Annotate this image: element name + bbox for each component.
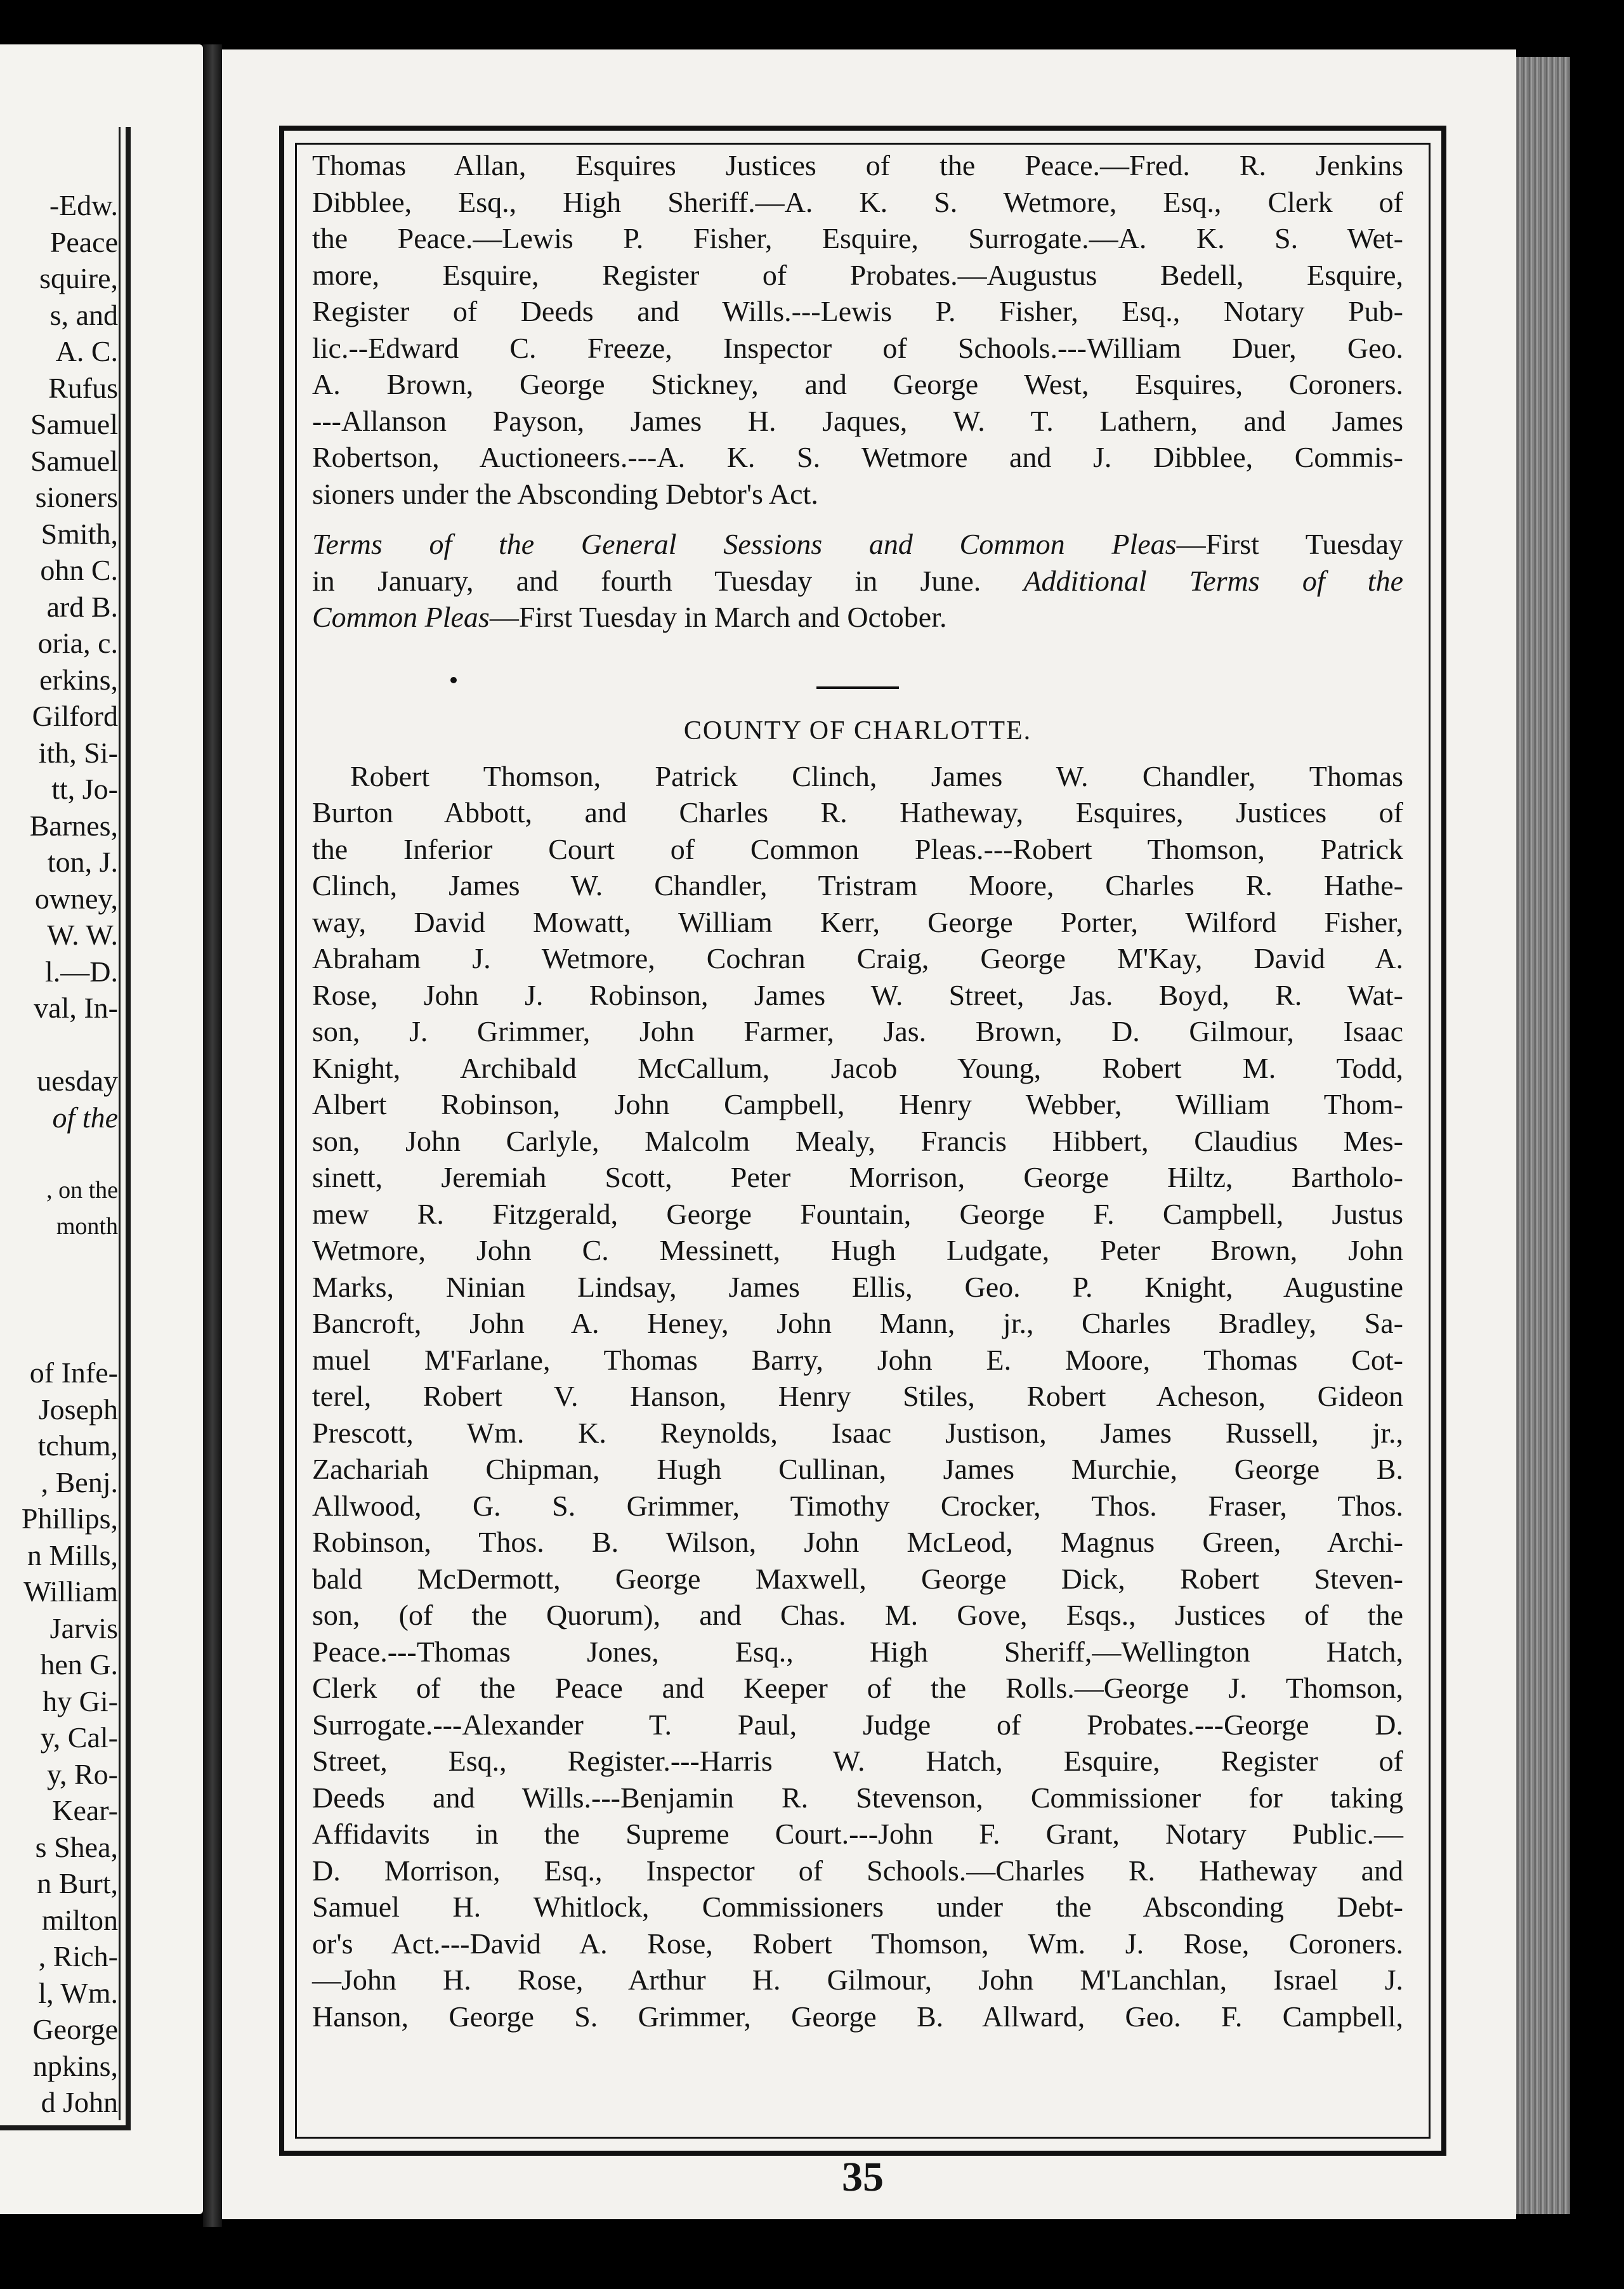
left-page-line: d John <box>41 2086 118 2118</box>
left-page-line: squire, <box>39 262 118 294</box>
officials-paragraph <box>312 147 1403 512</box>
left-page-line: Samuel <box>30 408 118 440</box>
terms-text: —First Tuesday in March and October. <box>489 601 947 633</box>
left-page-line: uesday <box>37 1065 118 1097</box>
county-paragraph <box>312 758 1403 2035</box>
left-page-line: month <box>56 1213 118 1240</box>
left-page-line: tt, Jo- <box>51 773 118 805</box>
left-page-line: n Mills, <box>27 1538 118 1571</box>
left-page-line: ard B. <box>46 590 118 623</box>
book-gutter <box>203 44 222 2227</box>
text-line: Zachariah Chipman, Hugh Cullinan, James Murchie, George B. <box>312 1453 1403 1485</box>
left-page <box>0 44 203 2214</box>
text-line: Peace.---Thomas Jones, Esq., High Sheriff,—Wellington Hatch, <box>312 1635 1403 1668</box>
left-page-line: l.—D. <box>45 955 118 988</box>
left-page-line: Joseph <box>38 1393 118 1426</box>
text-line: the Inferior Court of Common Pleas.---Robert Thomson, Patrick <box>312 832 1403 865</box>
left-page-line: of Infe- <box>29 1356 118 1389</box>
text-line: A. Brown, George Stickney, and George West, Esquires, Coroners. <box>312 368 1403 400</box>
left-page-line: npkins, <box>32 2049 118 2082</box>
left-page-line: of the <box>52 1101 118 1134</box>
text-line: sinett, Jeremiah Scott, Peter Morrison, George Hiltz, Bartholo- <box>312 1161 1403 1193</box>
left-page-line: s Shea, <box>35 1830 118 1863</box>
terms-paragraph <box>312 526 1403 636</box>
text-line: son, J. Grimmer, John Farmer, Jas. Brown, D. Gilmour, Isaac <box>312 1015 1403 1047</box>
left-page-line: Kear- <box>52 1794 118 1827</box>
text-line: sioners under the Absconding Debtor's Act. <box>312 477 818 510</box>
text-line: bald McDermott, George Maxwell, George Dick, Robert Steven- <box>312 1562 1403 1595</box>
text-line: Wetmore, John C. Messinett, Hugh Ludgate, Peter Brown, John <box>312 1234 1403 1266</box>
text-line: Robinson, Thos. B. Wilson, John McLeod, Magnus Green, Archi- <box>312 1526 1403 1558</box>
left-page-line: Smith, <box>41 517 118 550</box>
text-line: son, John Carlyle, Malcolm Mealy, Francis Hibbert, Claudius Mes- <box>312 1124 1403 1157</box>
text-line: terel, Robert V. Hanson, Henry Stiles, Robert Acheson, Gideon <box>312 1380 1403 1412</box>
terms-line-2 <box>312 563 1403 600</box>
terms-text: in January, and fourth Tuesday in June. <box>312 564 981 597</box>
additional-terms-heading: Additional Terms of the <box>1023 564 1403 597</box>
text-line: Affidavits in the Supreme Court.---John F. Grant, Notary Public.— <box>312 1818 1403 1850</box>
left-page-line: , on the <box>46 1176 118 1204</box>
left-page-line: Phillips, <box>21 1502 118 1535</box>
left-page-line: tchum, <box>37 1429 118 1462</box>
text-line: ---Allanson Payson, James H. Jaques, W. T. Lathern, and James <box>312 404 1403 437</box>
ink-dot <box>450 677 457 683</box>
section-divider <box>312 636 1403 709</box>
page-edges <box>1516 57 1570 2214</box>
text-line: Albert Robinson, John Campbell, Henry Webber, William Thom- <box>312 1088 1403 1120</box>
left-page-line: y, Ro- <box>46 1757 118 1790</box>
left-page-line <box>0 1282 118 1318</box>
divider-rule <box>816 686 899 689</box>
text-line: Clinch, James W. Chandler, Tristram Moore, Charles R. Hathe- <box>312 869 1403 902</box>
terms-text: —First Tuesday <box>1176 528 1404 560</box>
left-page-line: , Rich- <box>38 1940 118 1972</box>
text-line: Thomas Allan, Esquires Justices of the Peace.—Fred. R. Jenkins <box>312 149 1403 181</box>
text-line: lic.--Edward C. Freeze, Inspector of Schools.---William Duer, Geo. <box>312 331 1403 364</box>
text-line: Dibblee, Esq., High Sheriff.—A. K. S. Wetmore, Esq., Clerk of <box>312 185 1403 218</box>
text-line: Rose, John J. Robinson, James W. Street, Jas. Boyd, R. Wat- <box>312 978 1403 1011</box>
text-line: Surrogate.---Alexander T. Paul, Judge of Probates.---George D. <box>312 1708 1403 1741</box>
left-page-line: Barnes, <box>29 809 118 842</box>
text-line: Knight, Archibald McCallum, Jacob Young, Robert M. Todd, <box>312 1051 1403 1084</box>
left-page-line: William <box>23 1575 118 1608</box>
left-page-line <box>0 1026 118 1063</box>
text-line: son, (of the Quorum), and Chas. M. Gove, Esqs., Justices of the <box>312 1599 1403 1631</box>
page-content <box>312 147 1403 2035</box>
text-line: Marks, Ninian Lindsay, James Ellis, Geo. P. Knight, Augustine <box>312 1270 1403 1303</box>
left-page-line: ohn C. <box>40 554 118 586</box>
text-line: Register of Deeds and Wills.---Lewis P. Fisher, Esq., Notary Pub- <box>312 295 1403 327</box>
left-page-line: owney, <box>34 882 118 915</box>
left-page-line: ton, J. <box>47 846 118 878</box>
left-page-line: Gilford <box>32 700 118 732</box>
text-line: Robertson, Auctioneers.---A. K. S. Wetmore and J. Dibblee, Commis- <box>312 441 1403 473</box>
left-page-line: George <box>32 2013 118 2045</box>
left-page-line: erkins, <box>39 663 118 696</box>
left-page-line: milton <box>41 1903 118 1936</box>
text-line: Street, Esq., Register.---Harris W. Hatch, Esquire, Register of <box>312 1745 1403 1777</box>
left-page-line: y, Cal- <box>40 1721 118 1754</box>
text-line: way, David Mowatt, William Kerr, George Porter, Wilford Fisher, <box>312 905 1403 938</box>
additional-terms-heading: Common Pleas <box>312 601 490 633</box>
left-page-line: Jarvis <box>49 1611 118 1644</box>
text-line: —John H. Rose, Arthur H. Gilmour, John M'Lanchlan, Israel J. <box>312 1964 1403 1996</box>
text-line: Abraham J. Wetmore, Cochran Craig, George M'Kay, David A. <box>312 942 1403 974</box>
text-line: the Peace.—Lewis P. Fisher, Esquire, Surrogate.—A. K. S. Wet- <box>312 222 1403 254</box>
text-line: D. Morrison, Esq., Inspector of Schools.—Charles R. Hatheway and <box>312 1854 1403 1887</box>
left-page-text <box>0 187 118 2121</box>
left-page-line <box>0 1245 118 1282</box>
terms-heading: Terms of the General Sessions and Common Pleas <box>312 528 1177 560</box>
left-page-line: l, Wm. <box>38 1976 118 2009</box>
text-line: muel M'Farlane, Thomas Barry, John E. Moore, Thomas Cot- <box>312 1343 1403 1376</box>
left-page-line: oria, c. <box>37 627 118 659</box>
text-line: Robert Thomson, Patrick Clinch, James W. Chandler, Thomas <box>350 759 1403 792</box>
left-page-line: s, and <box>49 298 118 331</box>
left-page-line: Peace <box>49 225 118 258</box>
text-line: or's Act.---David A. Rose, Robert Thomson, Wm. J. Rose, Coroners. <box>312 1927 1403 1960</box>
text-line: Deeds and Wills.---Benjamin R. Stevenson, Commissioner for taking <box>312 1781 1403 1814</box>
text-line: Bancroft, John A. Heney, John Mann, jr., Charles Bradley, Sa- <box>312 1307 1403 1339</box>
left-page-line <box>0 1136 118 1172</box>
left-page-line: val, In- <box>34 992 118 1024</box>
county-heading: COUNTY OF CHARLOTTE. <box>683 716 1032 745</box>
left-page-line: hen G. <box>40 1648 118 1681</box>
text-line: Hanson, George S. Grimmer, George B. Allward, Geo. F. Campbell, <box>312 2000 1403 2033</box>
page-number: 35 <box>842 2154 884 2200</box>
text-line: Prescott, Wm. K. Reynolds, Isaac Justison, James Russell, jr., <box>312 1416 1403 1449</box>
left-page-line: hy Gi- <box>43 1684 118 1717</box>
terms-line-1 <box>312 526 1403 563</box>
left-page-line: -Edw. <box>49 189 118 221</box>
text-line: Burton Abbott, and Charles R. Hatheway, Esquires, Justices of <box>312 796 1403 829</box>
left-page-line: Samuel <box>30 444 118 477</box>
left-page-line: , Benj. <box>41 1466 118 1499</box>
text-line: Samuel H. Whitlock, Commissioners under the Absconding Debt- <box>312 1891 1403 1923</box>
left-page-line: sioners <box>35 481 118 513</box>
left-page-line <box>0 1318 118 1355</box>
left-page-line: W. W. <box>46 919 118 951</box>
terms-line-3 <box>312 599 1403 636</box>
text-line: more, Esquire, Register of Probates.—Augustus Bedell, Esquire, <box>312 258 1403 291</box>
text-line: Allwood, G. S. Grimmer, Timothy Crocker, Thos. Fraser, Thos. <box>312 1489 1403 1522</box>
left-page-line: n Burt, <box>37 1867 118 1899</box>
left-page-line: A. C. <box>55 335 118 367</box>
text-line: mew R. Fitzgerald, George Fountain, George F. Campbell, Justus <box>312 1197 1403 1230</box>
left-page-line: Rufus <box>48 371 118 404</box>
left-page-line: ith, Si- <box>38 736 118 769</box>
text-line: Clerk of the Peace and Keeper of the Rolls.—George J. Thomson, <box>312 1672 1403 1704</box>
